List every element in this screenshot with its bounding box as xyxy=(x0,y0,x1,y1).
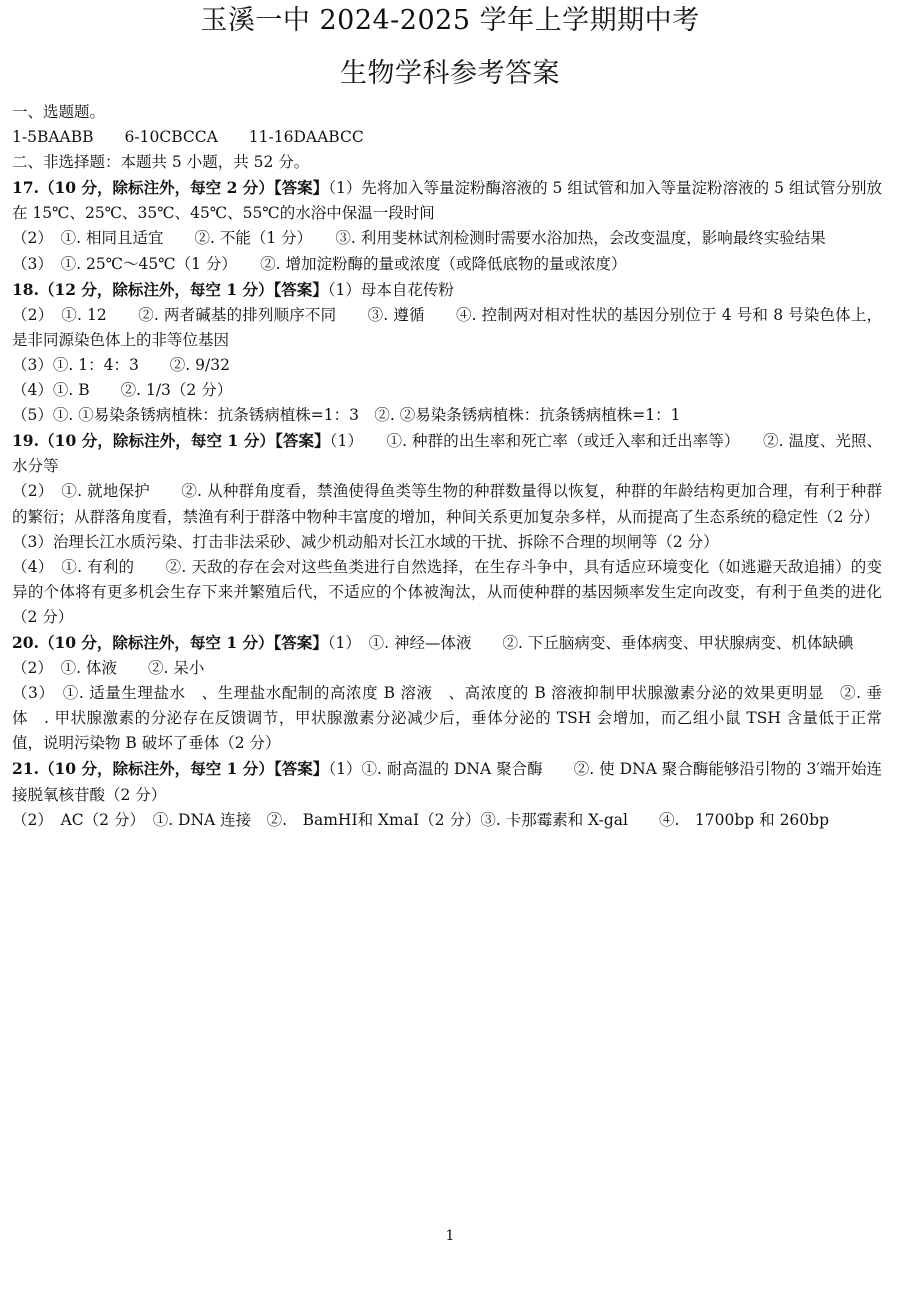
q18-answer-5: （5）①. ①易染条锈病植株：抗条锈病植株=1：3 ②. ②易染条锈病植株：抗条锈病植株=1：1 xyxy=(12,406,681,425)
q21-answer-2: （2） AC（2 分） ①. DNA 连接 ②. BamHⅠ和 XmaⅠ（2 分）③. 卡那霉素和 X-gal ④. 1700bp 和 260bp xyxy=(12,810,829,829)
q18-part1 xyxy=(12,277,882,303)
q21-heading: 21.（10 分，除标注外，每空 1 分）【答案】 xyxy=(12,759,329,779)
q18-heading: 18.（12 分，除标注外，每空 1 分）【答案】 xyxy=(12,279,328,299)
section-heading-nonchoice: 二、非选择题：本题共 5 小题，共 52 分。 xyxy=(12,153,310,172)
answer-body xyxy=(12,100,882,833)
q17-heading: 17.（10 分，除标注外，每空 2 分）【答案】 xyxy=(12,178,329,198)
document-title: 玉溪一中 2024-2025 学年上学期期中考 xyxy=(200,5,700,36)
q20-part1 xyxy=(12,630,882,656)
q20-answer-1: （1） ①. 神经—体液 ②. 下丘脑病变、垂体病变、甲状腺病变、机体缺碘 xyxy=(327,633,854,652)
q18-answer-1: （1）母本自花传粉 xyxy=(327,280,454,299)
q19-part1 xyxy=(12,428,882,479)
q17-part1 xyxy=(12,175,882,226)
q21-answer-1: （1）①. 耐高温的 DNA 聚合酶 ②. 使 DNA 聚合酶能够沿引物的 3′端开始连接脱氧核苷酸（2 分） xyxy=(12,760,882,804)
q19-answer-3: （3）治理长江水质污染、打击非法采砂、减少机动船对长江水域的干扰、拆除不合理的坝闸等（2 分） xyxy=(12,532,719,551)
q18-answer-2: （2） ①. 12 ②. 两者碱基的排列顺序不同 ③. 遵循 ④. 控制两对相对性状的基因分别位于 4 号和 8 号染色体上，是非同源染色体上的非等位基因 xyxy=(12,305,882,349)
q20-answer-2: （2） ①. 体液 ②. 呆小 xyxy=(12,659,205,678)
q20-heading: 20.（10 分，除标注外，每空 1 分）【答案】 xyxy=(12,632,328,652)
q19-answer-4: （4） ①. 有利的 ②. 天敌的存在会对这些鱼类进行自然选择，在生存斗争中，具有适应环境变化（如逃避天敌追捕）的变异的个体将有更多机会生存下来并繁殖后代，不适应的个体被淘汰，从而使种群的基因频率发生定向改变，有利于鱼类的进化（2 分） xyxy=(12,557,882,626)
q19-answer-2: （2） ①. 就地保护 ②. 从种群角度看，禁渔使得鱼类等生物的种群数量得以恢复，种群的年龄结构更加合理，有利于种群的繁衍；从群落角度看，禁渔有利于群落中物种丰富度的增加，种间关系更加复杂多样，从而提高了生态系统的稳定性（2 分） xyxy=(12,482,882,526)
document-subtitle: 生物学科参考答案 xyxy=(340,58,560,89)
q18-answer-3: （3）①. 1：4：3 ②. 9/32 xyxy=(12,355,230,374)
q20-answer-3: （3） ①. 适量生理盐水 、生理盐水配制的高浓度 B 溶液 、高浓度的 B 溶液抑制甲状腺激素分泌的效果更明显 ②. 垂体 . 甲状腺激素的分泌存在反馈调节，甲状腺激素分泌减少后，垂体分泌的 TSH 会增加，而乙组小鼠 TSH 含量低于正常值，说明污染物 B 破坏了垂体（2 分） xyxy=(12,684,882,753)
q17-answer-2: （2） ①. 相同且适宜 ②. 不能（1 分） ③. 利用斐林试剂检测时需要水浴加热，会改变温度，影响最终实验结果 xyxy=(12,229,826,248)
choice-answers: 1-5BAABB 6-10CBCCA 11-16DAABCC xyxy=(12,128,364,147)
q18-answer-4: （4）①. B ②. 1/3（2 分） xyxy=(12,381,233,400)
q19-heading: 19.（10 分，除标注外，每空 1 分）【答案】 xyxy=(12,431,330,451)
q19-answer-1: （1） ①. 种群的出生率和死亡率（或迁入率和迁出率等） ②. 温度、光照、水分等 xyxy=(12,432,883,476)
section-heading-choice: 一、选题题。 xyxy=(12,103,106,121)
q21-part1 xyxy=(12,756,882,807)
q17-answer-1: （1）先将加入等量淀粉酶溶液的 5 组试管和加入等量淀粉溶液的 5 组试管分别放在 15℃、25℃、35℃、45℃、55℃的水浴中保温一段时间 xyxy=(12,179,883,223)
q17-answer-3: （3） ①. 25℃～45℃（1 分） ②. 增加淀粉酶的量或浓度（或降低底物的量或浓度） xyxy=(12,254,627,273)
page-number: 1 xyxy=(445,1228,455,1244)
